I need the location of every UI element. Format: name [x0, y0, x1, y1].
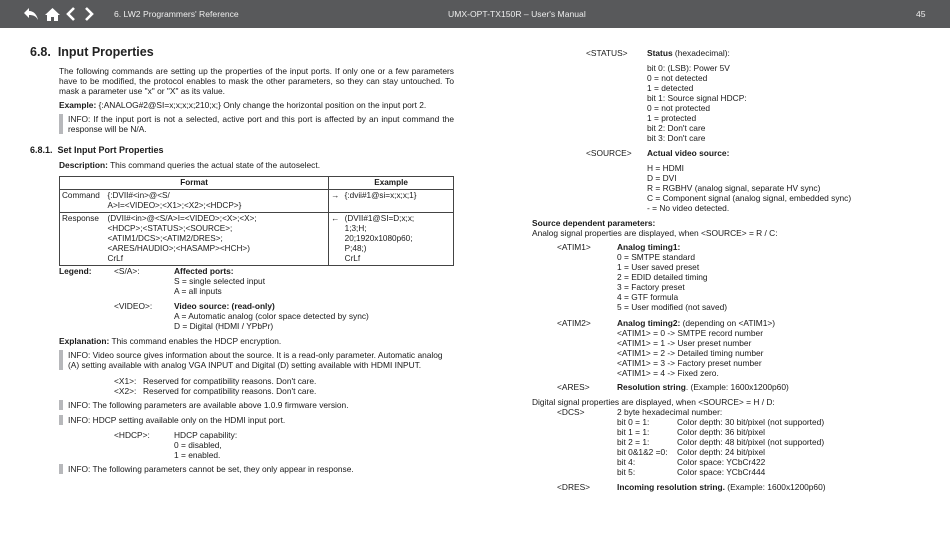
- video-key: <VIDEO>:: [114, 301, 153, 311]
- dcs-desc: Color depth: 30 bit/pixel (not supported): [677, 417, 825, 427]
- dcs-desc: Color space: YCbCr422: [677, 457, 766, 467]
- dcs-bit: bit 0&1&2 =0:: [617, 447, 668, 457]
- subsection-heading: [30, 145, 164, 155]
- atim1-key: <ATIM1>: [557, 242, 591, 252]
- status-line: 0 = not detected: [647, 73, 708, 83]
- ares-suffix: . (Example: 1600x1200p60): [685, 382, 789, 392]
- example-text: {:ANALOG#2@SI=x;x;x;x;210;x;} Only change the horizontal position on the input port 2.: [98, 100, 427, 110]
- video-line: A = Automatic analog (color space detected by sync): [174, 311, 369, 321]
- example-line: [59, 100, 426, 110]
- example-line: 1;3;H;: [344, 224, 367, 233]
- source-line: - = No video detected.: [647, 203, 730, 213]
- atim2-title: Analog timing2:: [617, 318, 681, 328]
- explanation-line: [59, 336, 281, 346]
- chevron-right-icon[interactable]: [80, 5, 98, 23]
- atim2-key: <ATIM2>: [557, 318, 591, 328]
- table-row-response: [60, 213, 454, 266]
- example-line: 20;1920x1080p60;: [344, 234, 413, 243]
- atim2-line: <ATIM1> = 0 -> SMTPE record number: [617, 328, 763, 338]
- row-label: Response: [60, 213, 106, 266]
- format-line: <ARES/HAUDIO>;<HASAMP><HCH>): [107, 244, 250, 253]
- info-box-hdcp: [59, 415, 454, 425]
- atim1-line: 5 = User modified (not saved): [617, 302, 728, 312]
- arrow-right-icon: →: [329, 190, 343, 213]
- ares-definition: [617, 382, 789, 392]
- sa-title: Affected ports:: [174, 266, 234, 276]
- atim1-title: Analog timing1:: [617, 242, 681, 252]
- video-title: Video source: (read-only): [174, 301, 275, 311]
- info-box-firmware: [59, 400, 454, 410]
- page-number: 45: [916, 9, 926, 19]
- sdp-title: Source dependent parameters:: [532, 218, 656, 228]
- dcs-bits: [617, 417, 668, 477]
- dcs-title: 2 byte hexadecimal number:: [617, 407, 723, 417]
- atim1-line: 3 = Factory preset: [617, 282, 685, 292]
- arrow-left-icon: ←: [329, 213, 343, 266]
- table-row-command: [60, 190, 454, 213]
- format-line: <HDCP>;<STATUS>;<SOURCE>;: [107, 224, 233, 233]
- legend-label: Legend:: [59, 266, 92, 276]
- info-text: INFO: The following parameters are available above 1.0.9 firmware version.: [68, 400, 349, 410]
- digital-properties-text: Digital signal properties are displayed, when <SOURCE> = H / D:: [532, 397, 775, 407]
- status-line: bit 0: (LSB): Power 5V: [647, 63, 730, 73]
- atim2-definition: [617, 318, 775, 378]
- dcs-key: <DCS>: [557, 407, 585, 417]
- atim2-line: <ATIM1> = 4 -> Fixed zero.: [617, 368, 719, 378]
- info-text: INFO: The following parameters cannot be set, they only appear in response.: [68, 464, 354, 474]
- table-header-format: Format: [60, 177, 329, 190]
- description-label: Description:: [59, 160, 108, 170]
- status-title: Status: [647, 48, 673, 58]
- dcs-bit: bit 4:: [617, 457, 636, 467]
- dcs-desc: Color space: YCbCr444: [677, 467, 766, 477]
- table-header-example: Example: [329, 177, 454, 190]
- dcs-descriptions: [677, 417, 824, 477]
- info-text: INFO: HDCP setting available only on the HDMI input port.: [68, 415, 286, 425]
- format-line: {:DVII#<in>@<S/: [107, 191, 170, 200]
- dcs-desc: Color depth: 36 bit/pixel: [677, 427, 765, 437]
- example-line: CrLf: [344, 254, 361, 263]
- explanation-text: This command enables the HDCP encryption.: [111, 336, 282, 346]
- sa-line: S = single selected input: [174, 276, 266, 286]
- source-dependent-block: [532, 218, 778, 238]
- video-definition: [174, 301, 369, 331]
- command-format: [106, 190, 329, 213]
- status-line: bit 1: Source signal HDCP:: [647, 93, 747, 103]
- dres-key: <DRES>: [557, 482, 591, 492]
- info-box-read-only: [59, 464, 454, 474]
- source-definition: [647, 148, 851, 213]
- info-text: INFO: If the input port is not a selected, active port and this port is affected by an input command the response will be N/A.: [68, 114, 454, 134]
- format-line: (DVII#<in>@<S/A>I=<VIDEO>;<X>;<X>;: [107, 214, 257, 223]
- table-header-row: [60, 177, 454, 190]
- status-key: <STATUS>: [586, 48, 628, 58]
- atim2-line: <ATIM1> = 1 -> User preset number: [617, 338, 752, 348]
- status-line: bit 2: Don't care: [647, 123, 706, 133]
- status-suffix: (hexadecimal):: [672, 48, 730, 58]
- atim2-line: <ATIM1> = 3 -> Factory preset number: [617, 358, 762, 368]
- intro-paragraph: The following commands are setting up the properties of the input ports. If only one or a few parameters have to be modified, the protocol enables to mask the other parameters, so they can stay untouched. To mask a parameter use "x" or "X" as its value.: [59, 66, 454, 96]
- atim1-line: 0 = SMTPE standard: [617, 252, 695, 262]
- source-key: <SOURCE>: [586, 148, 632, 158]
- dres-suffix: (Example: 1600x1200p60): [724, 482, 826, 492]
- dres-definition: [617, 482, 826, 492]
- hdcp-definition: [174, 430, 237, 460]
- example-line: (DVII#1@SI=D;x;x;: [344, 214, 415, 223]
- atim1-line: 1 = User saved preset: [617, 262, 700, 272]
- example-line: P;48;): [344, 244, 367, 253]
- ares-title: Resolution string: [617, 382, 686, 392]
- source-line: R = RGBHV (analog signal, separate HV sync): [647, 183, 821, 193]
- atim1-definition: [617, 242, 727, 312]
- section-title: Input Properties: [57, 45, 154, 59]
- x1-key: <X1>:: [114, 376, 137, 386]
- x1-text: Reserved for compatibility reasons. Don't care.: [143, 376, 317, 386]
- source-line: C = Component signal (analog signal, embedded sync): [647, 193, 852, 203]
- dcs-desc: Color depth: 24 bit/pixel: [677, 447, 765, 457]
- section-number: 6.8.: [30, 45, 51, 59]
- info-text: INFO: Video source gives information about the source. It is a read-only parameter. Automatic analog (A) setting available with analog VGA INPUT and Digital (D) setting available with HDMI INPUT.: [68, 350, 443, 370]
- hdcp-line: 1 = enabled.: [174, 450, 221, 460]
- hdcp-key: <HDCP>:: [114, 430, 150, 440]
- atim2-suffix: (depending on <ATIM1>): [680, 318, 776, 328]
- hdcp-line: HDCP capability:: [174, 430, 238, 440]
- back-icon[interactable]: [22, 5, 40, 23]
- status-line: 0 = not protected: [647, 103, 711, 113]
- subsection-number: 6.8.1.: [30, 145, 53, 155]
- dcs-bit: bit 0 = 1:: [617, 417, 650, 427]
- hdcp-line: 0 = disabled,: [174, 440, 222, 450]
- section-heading: [30, 47, 154, 57]
- explanation-label: Explanation:: [59, 336, 110, 346]
- example-label: Example:: [59, 100, 97, 110]
- format-table: [59, 176, 454, 266]
- description-line: [59, 160, 320, 170]
- home-icon[interactable]: [43, 5, 61, 23]
- dcs-desc: Color depth: 48 bit/pixel (not supported): [677, 437, 825, 447]
- response-format: [106, 213, 329, 266]
- video-line: D = Digital (HDMI / YPbPr): [174, 321, 274, 331]
- section-link[interactable]: 6. LW2 Programmers' Reference: [114, 9, 239, 19]
- subsection-title: Set Input Port Properties: [57, 145, 164, 155]
- row-label: Command: [60, 190, 106, 213]
- dcs-bit: bit 2 = 1:: [617, 437, 650, 447]
- x2-key: <X2>:: [114, 386, 137, 396]
- atim1-line: 4 = GTF formula: [617, 292, 679, 302]
- status-line: 1 = detected: [647, 83, 694, 93]
- response-example: [343, 213, 454, 266]
- info-box-na: [59, 114, 454, 134]
- atim2-line: <ATIM1> = 2 -> Detailed timing number: [617, 348, 764, 358]
- source-line: H = HDMI: [647, 163, 684, 173]
- format-line: A>I=<VIDEO>;<X1>;<X2>;<HDCP>}: [107, 201, 242, 210]
- top-navigation-bar: [0, 0, 950, 28]
- info-box-video-source: [59, 350, 454, 370]
- status-line: bit 3: Don't care: [647, 133, 706, 143]
- command-example: [343, 190, 454, 213]
- ares-key: <ARES>: [557, 382, 590, 392]
- dcs-bit: bit 5:: [617, 467, 636, 477]
- format-line: <ATIM1/DCS>;<ATIM2/DRES>;: [107, 234, 223, 243]
- sa-key: <S/A>:: [114, 266, 140, 276]
- dcs-bit: bit 1 = 1:: [617, 427, 650, 437]
- chevron-left-icon[interactable]: [62, 5, 80, 23]
- sdp-analog-text: Analog signal properties are displayed, when <SOURCE> = R / C:: [532, 228, 778, 238]
- sa-definition: [174, 266, 265, 296]
- atim1-line: 2 = EDID detailed timing: [617, 272, 708, 282]
- sa-line: A = all inputs: [174, 286, 222, 296]
- status-definition: [647, 48, 747, 143]
- format-line: CrLf: [107, 254, 123, 263]
- example-line: {:dvii#1@si=x;x;x;1}: [344, 191, 417, 200]
- source-line: D = DVI: [647, 173, 677, 183]
- source-title: Actual video source:: [647, 148, 730, 158]
- description-text: This command queries the actual state of the autoselect.: [110, 160, 321, 170]
- x2-text: Reserved for compatibility reasons. Don't care.: [143, 386, 317, 396]
- dres-title: Incoming resolution string.: [617, 482, 725, 492]
- status-line: 1 = protected: [647, 113, 697, 123]
- manual-title: UMX-OPT-TX150R – User's Manual: [448, 9, 586, 19]
